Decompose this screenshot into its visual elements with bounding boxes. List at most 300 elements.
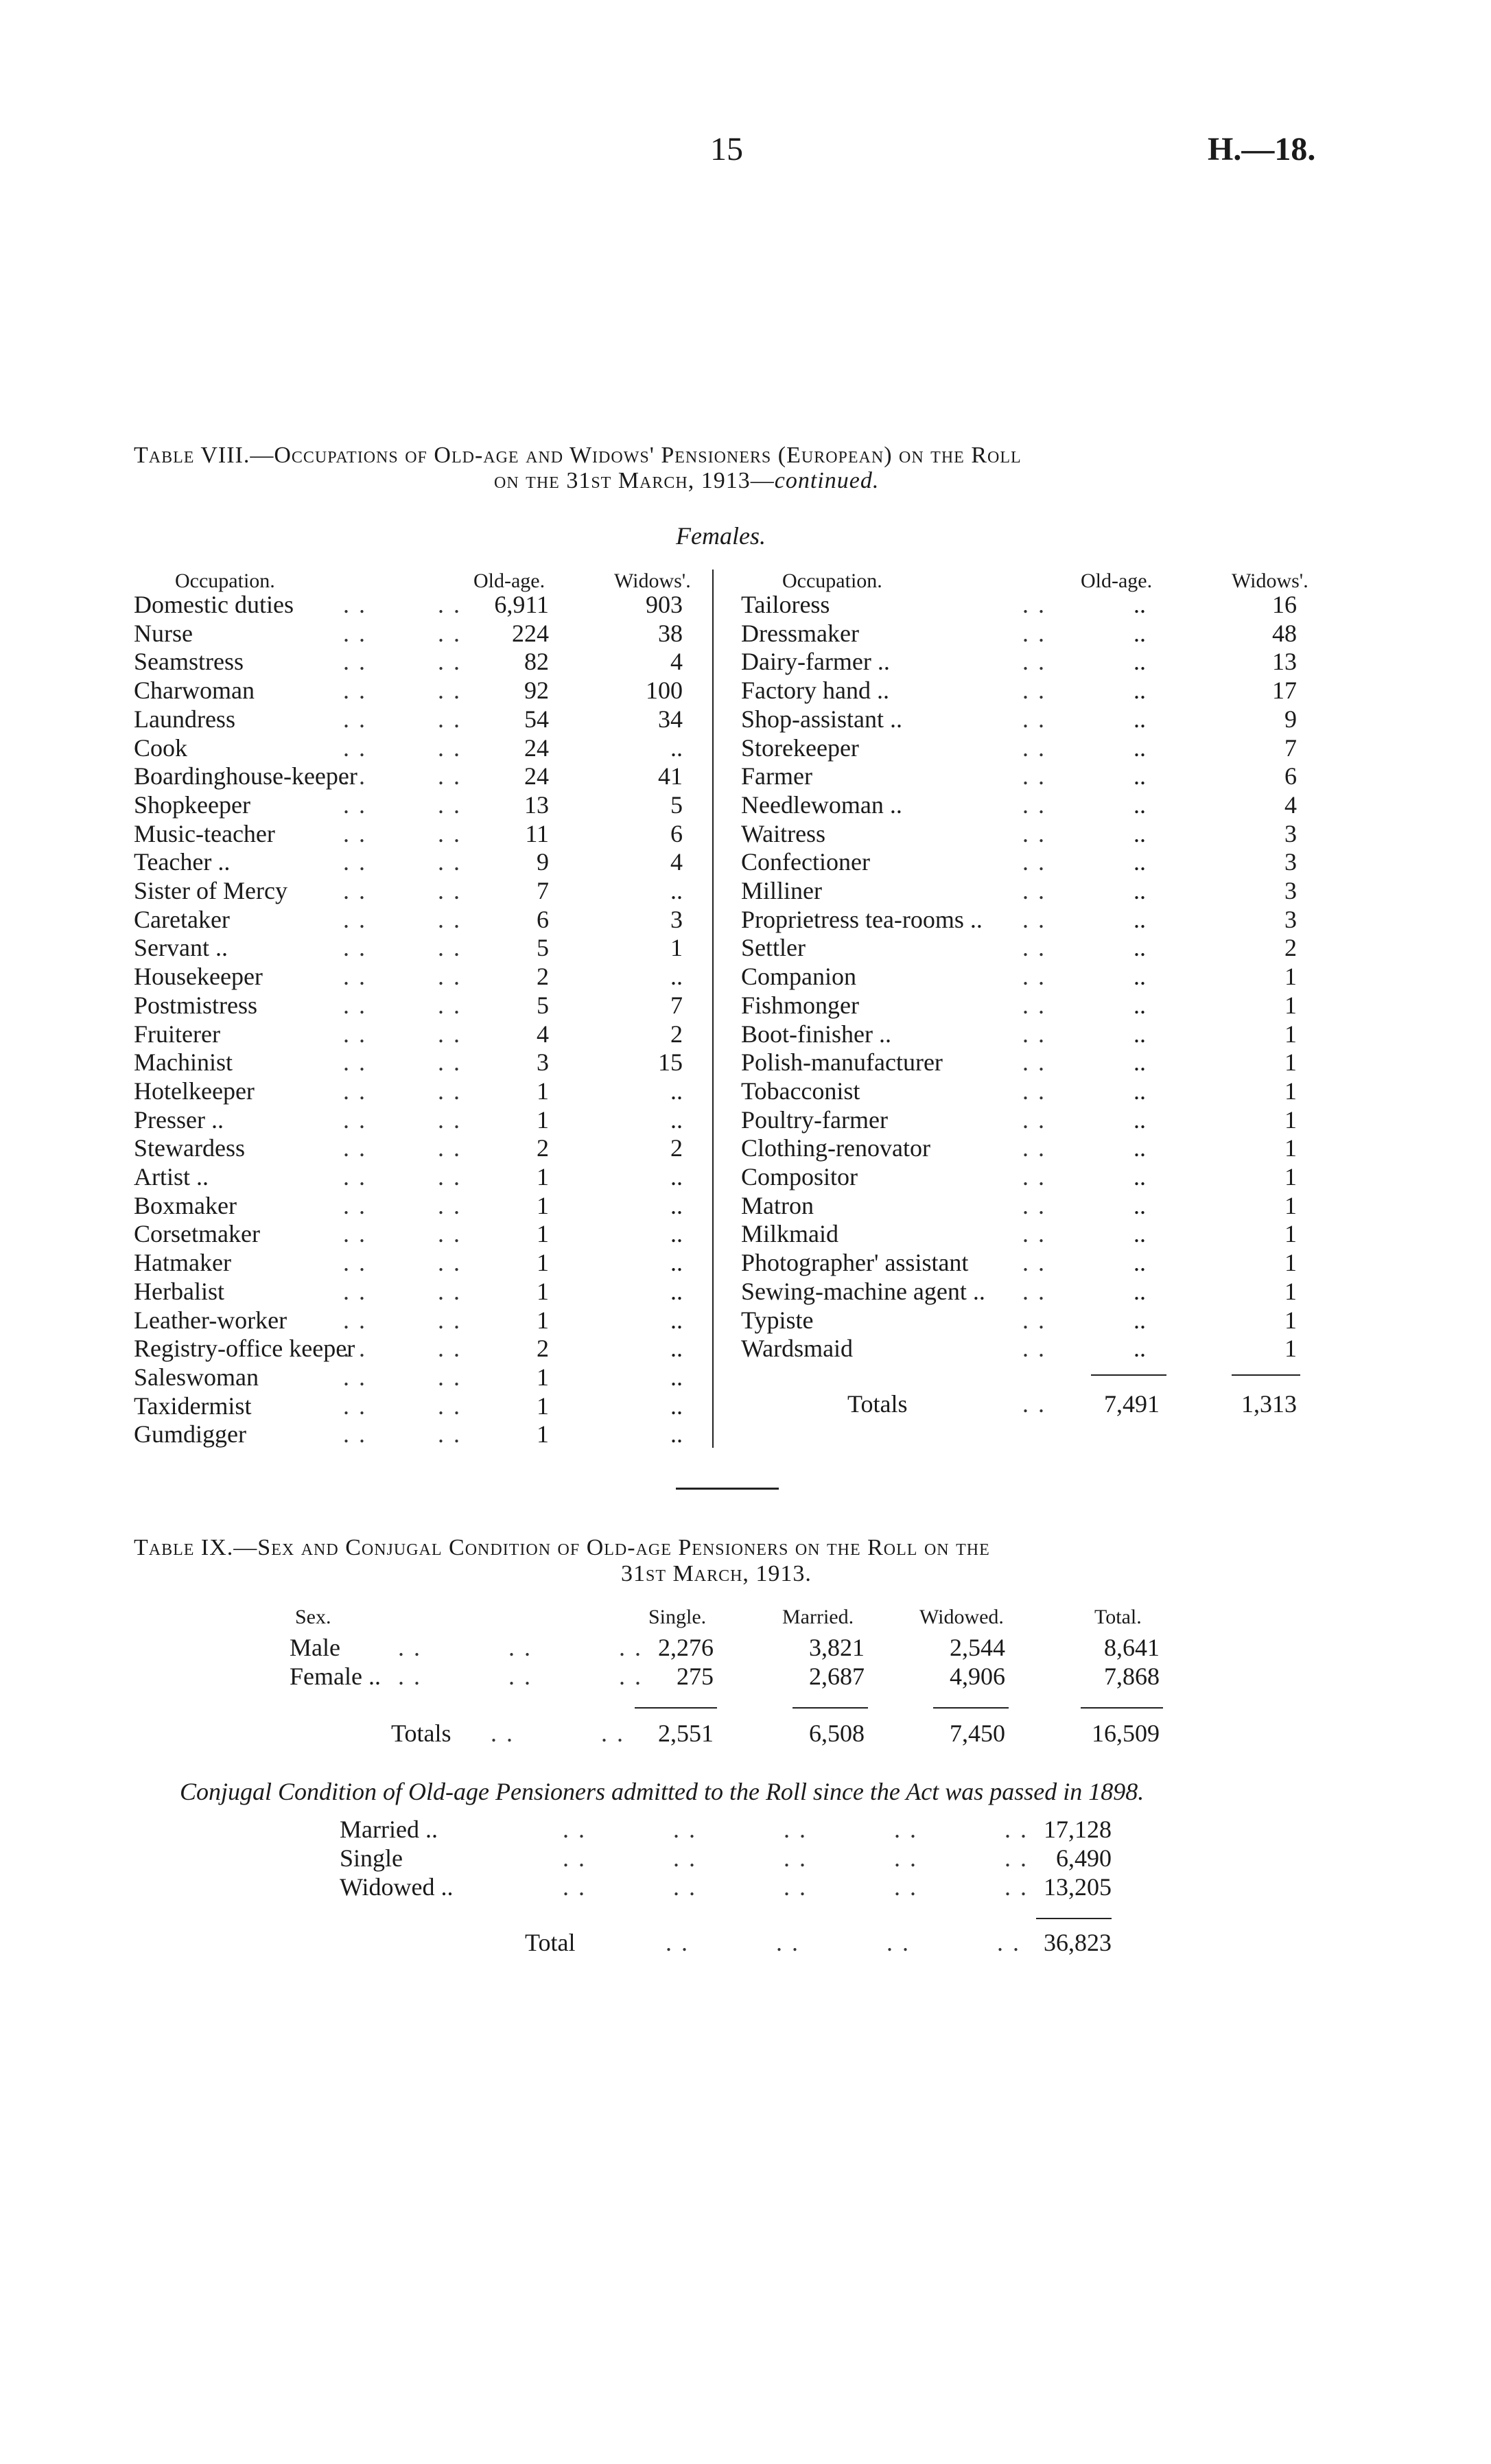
- document-reference: H.—18.: [1208, 131, 1316, 167]
- table8-left-widows: ..: [670, 1392, 683, 1420]
- table8-right-occupation: Dairy-farmer ..: [741, 648, 890, 676]
- table8-left-occupation: Caretaker: [134, 905, 230, 933]
- table8-left-widows: ..: [670, 1420, 683, 1448]
- table8-right-oldage: ..: [1134, 819, 1146, 847]
- table8-left-occupation: Teacher ..: [134, 848, 231, 876]
- table8-left-occupation: Corsetmaker: [134, 1220, 260, 1248]
- table8-left-occupation: Cook: [134, 734, 188, 762]
- table8-right-leader: ..: [1022, 934, 1054, 962]
- table8-left-leader: .. ..: [343, 963, 469, 991]
- table8-right-oldage: ..: [1134, 1134, 1146, 1162]
- table8-left-leader: .. ..: [343, 591, 469, 618]
- table8-left-oldage: 2: [537, 963, 549, 991]
- table8-left-oldage: 1: [537, 1105, 549, 1134]
- table8-left-oldage: 5: [537, 991, 549, 1019]
- table8-right-widows-header: Widows'.: [1232, 570, 1308, 592]
- table8-right-occupation: Milliner: [741, 877, 822, 904]
- table8-left-occupation: Leather-worker: [134, 1306, 287, 1334]
- table8-totals-label: Totals: [847, 1390, 908, 1418]
- table8-left-oldage: 2: [537, 1335, 549, 1363]
- conjugal-leader: .. .. .. .. ..: [563, 1844, 1036, 1872]
- table8-left-oldage: 1: [537, 1420, 549, 1448]
- table8-left-widows: 41: [658, 762, 683, 790]
- table8-right-oldage: ..: [1134, 905, 1146, 933]
- table8-right-oldage: ..: [1134, 1048, 1146, 1077]
- table8-left-leader: .. ..: [343, 1249, 469, 1277]
- table8-right-occupation: Needlewoman ..: [741, 790, 902, 819]
- table8-left-leader: .. ..: [343, 619, 469, 647]
- table8-left-occupation: Herbalist: [134, 1277, 224, 1305]
- table8-right-oldage: ..: [1134, 991, 1146, 1019]
- conjugal-value: 6,490: [1056, 1844, 1112, 1872]
- table8-left-occupation: Boxmaker: [134, 1191, 237, 1219]
- table8-right-row: [0, 905, 1491, 934]
- table8-left-leader: .. ..: [343, 934, 469, 962]
- table8-left-widows: 5: [670, 790, 683, 819]
- table8-left-leader: .. ..: [343, 762, 469, 790]
- table8-left-occupation: Hatmaker: [134, 1249, 231, 1277]
- table9-rule-married: [793, 1707, 868, 1709]
- table8-right-oldage: ..: [1134, 1249, 1146, 1277]
- table8-right-occupation: Polish-manufacturer: [741, 1048, 943, 1077]
- table8-right-occupation: Sewing-machine agent ..: [741, 1277, 985, 1305]
- table8-right-widows: 1: [1284, 1134, 1297, 1162]
- table8-right-row: [0, 1048, 1491, 1077]
- page-number: 15: [710, 131, 743, 167]
- table8-right-leader: ..: [1022, 1335, 1054, 1363]
- table8-left-widows: ..: [670, 734, 683, 762]
- table9-single: 2,276: [658, 1634, 714, 1661]
- table9-widowed: 4,906: [950, 1663, 1005, 1690]
- table8-subtitle: Females.: [676, 522, 766, 550]
- table9-totals-leader: .. ..: [491, 1720, 633, 1747]
- table8-right-widows: 1: [1284, 1077, 1297, 1105]
- table9-sex: Male: [290, 1634, 340, 1661]
- table8-left-occupation: Stewardess: [134, 1134, 245, 1162]
- table8-left-occupation: Seamstress: [134, 648, 244, 676]
- table8-right-widows: 1: [1284, 1105, 1297, 1134]
- table8-left-widows: ..: [670, 1363, 683, 1391]
- table8-right-leader: ..: [1022, 1105, 1054, 1134]
- table8-right-widows: 4: [1284, 790, 1297, 819]
- table9-totals-row: [0, 1719, 1491, 1748]
- table8-totals-row: [0, 1389, 1491, 1418]
- table8-left-oldage: 54: [524, 705, 549, 733]
- conjugal-value: 13,205: [1044, 1873, 1112, 1901]
- table8-right-leader: ..: [1022, 1077, 1054, 1105]
- table8-right-leader: ..: [1022, 677, 1054, 705]
- table8-right-widows: 9: [1284, 705, 1297, 733]
- table8-right-leader: ..: [1022, 591, 1054, 618]
- table8-left-occupation: Fruiterer: [134, 1020, 220, 1048]
- table8-left-widows: 3: [670, 905, 683, 933]
- table8-left-oldage: 1: [537, 1249, 549, 1277]
- table8-left-oldage: 11: [525, 819, 549, 847]
- table8-left-leader: .. ..: [343, 1048, 469, 1077]
- table8-right-oldage: ..: [1134, 1191, 1146, 1219]
- table8-right-row: [0, 933, 1491, 962]
- table8-left-oldage: 1: [537, 1220, 549, 1248]
- table8-title-continued: continued.: [774, 468, 880, 493]
- table8-right-widows: 7: [1284, 734, 1297, 762]
- table8-right-oldage: ..: [1134, 648, 1146, 676]
- table8-right-row: [0, 1191, 1491, 1220]
- table8-left-occupation: Shopkeeper: [134, 790, 250, 819]
- table8-left-occupation: Domestic duties: [134, 591, 294, 618]
- table8-left-oldage: 6,911: [494, 591, 549, 618]
- table8-left-occupation: Saleswoman: [134, 1363, 259, 1391]
- table8-right-row: [0, 705, 1491, 734]
- table8-right-leader: ..: [1022, 1048, 1054, 1077]
- table8-right-row: [0, 1162, 1491, 1191]
- table8-right-widows: 1: [1284, 1163, 1297, 1190]
- table9-single-header: Single.: [648, 1606, 707, 1628]
- table9-leader: .. .. ..: [398, 1663, 650, 1690]
- table8-left-leader: .. ..: [343, 819, 469, 847]
- table8-right-leader: ..: [1022, 790, 1054, 819]
- table8-left-widows: 903: [646, 591, 683, 618]
- table9-row: [0, 1662, 1491, 1691]
- table8-left-leader: .. ..: [343, 1363, 469, 1391]
- table8-left-oldage: 3: [537, 1048, 549, 1077]
- table8-right-occupation: Dressmaker: [741, 619, 859, 647]
- table8-right-occupation: Settler: [741, 934, 806, 962]
- table8-right-occupation: Clothing-renovator: [741, 1134, 930, 1162]
- table8-right-widows: 16: [1272, 591, 1297, 618]
- table8-right-row: [0, 1134, 1491, 1162]
- table8-right-oldage: ..: [1134, 1105, 1146, 1134]
- table9-married: 3,821: [809, 1634, 865, 1661]
- table8-left-oldage: 1: [537, 1163, 549, 1190]
- table8-left-widows: ..: [670, 1306, 683, 1334]
- table8-right-row: [0, 1334, 1491, 1363]
- table9-single: 275: [677, 1663, 714, 1690]
- table8-right-oldage: ..: [1134, 1020, 1146, 1048]
- conjugal-total-leader: .. .. .. ..: [666, 1929, 1029, 1956]
- table8-left-occupation-header: Occupation.: [175, 570, 275, 592]
- table9-total-header: Total.: [1094, 1606, 1142, 1628]
- table8-totals-oldage: 7,491: [1104, 1390, 1160, 1418]
- table8-right-oldage: ..: [1134, 1077, 1146, 1105]
- table8-right-row: [0, 876, 1491, 905]
- table8-right-oldage: ..: [1134, 1163, 1146, 1190]
- table8-title-line2: [494, 468, 879, 494]
- table9-totals-married: 6,508: [809, 1720, 865, 1747]
- table8-right-row: [0, 1248, 1491, 1277]
- table8-right-row: [0, 647, 1491, 676]
- table8-right-widows: 1: [1284, 1220, 1297, 1248]
- table8-left-oldage: 24: [524, 734, 549, 762]
- table8-left-oldage: 24: [524, 762, 549, 790]
- table8-right-occupation: Photographer' assistant: [741, 1249, 969, 1277]
- table8-right-occupation: Waitress: [741, 819, 826, 847]
- table8-left-widows: ..: [670, 1335, 683, 1363]
- table8-left-leader: .. ..: [343, 734, 469, 762]
- conjugal-total-rule: [1036, 1918, 1112, 1919]
- table8-left-occupation: Artist ..: [134, 1163, 209, 1190]
- conjugal-leader: .. .. .. .. ..: [563, 1816, 1036, 1843]
- table8-left-widows: ..: [670, 1249, 683, 1277]
- table8-right-row: [0, 590, 1491, 619]
- table8-right-leader: ..: [1022, 963, 1054, 991]
- table8-left-leader: .. ..: [343, 1335, 469, 1363]
- table8-left-occupation: Boardinghouse-keeper: [134, 762, 357, 790]
- table8-left-leader: .. ..: [343, 1277, 469, 1305]
- table8-right-occupation: Proprietress tea-rooms ..: [741, 905, 983, 933]
- table8-right-leader: ..: [1022, 1191, 1054, 1219]
- table8-right-occupation: Poultry-farmer: [741, 1105, 888, 1134]
- table8-right-leader: ..: [1022, 1020, 1054, 1048]
- table8-right-leader: ..: [1022, 1220, 1054, 1248]
- table8-right-row: [0, 619, 1491, 648]
- table8-right-oldage: ..: [1134, 1277, 1146, 1305]
- table8-right-leader: ..: [1022, 734, 1054, 762]
- table9-title-line1: Table IX.—Sex and Conjugal Condition of Old-age Pensioners on the Roll on the: [134, 1535, 990, 1560]
- table8-left-occupation: Charwoman: [134, 677, 255, 705]
- table8-right-occupation: Storekeeper: [741, 734, 859, 762]
- table8-left-widows-header: Widows'.: [614, 570, 691, 592]
- table8-right-oldage: ..: [1134, 963, 1146, 991]
- table8-left-leader: .. ..: [343, 991, 469, 1019]
- table8-left-widows: 15: [658, 1048, 683, 1077]
- table8-right-leader: ..: [1022, 762, 1054, 790]
- table8-left-leader: .. ..: [343, 1220, 469, 1248]
- conjugal-label: Single: [340, 1844, 403, 1872]
- table9-rule-widowed: [933, 1707, 1009, 1709]
- table8-left-leader: .. ..: [343, 790, 469, 819]
- table8-left-widows: ..: [670, 1277, 683, 1305]
- table8-right-widows: 3: [1284, 819, 1297, 847]
- conjugal-total-row: [0, 1928, 1491, 1957]
- table9-total: 8,641: [1104, 1634, 1160, 1661]
- table8-right-row: [0, 1277, 1491, 1306]
- table8-left-occupation: Music-teacher: [134, 819, 275, 847]
- table8-left-occupation: Registry-office keeper: [134, 1335, 355, 1363]
- table8-title-line1: Table VIII.—Occupations of Old-age and Widows' Pensioners (European) on the Roll: [134, 443, 1022, 468]
- table8-right-leader: ..: [1022, 1306, 1054, 1334]
- table8-right-occupation: Farmer: [741, 762, 812, 790]
- table8-title-date: on the 31st March, 1913—: [494, 468, 775, 493]
- table8-left-leader: .. ..: [343, 1392, 469, 1420]
- table8-right-widows: 48: [1272, 619, 1297, 647]
- table9-totals-single: 2,551: [658, 1720, 714, 1747]
- table8-right-occupation: Typiste: [741, 1306, 814, 1334]
- table8-right-occupation: Compositor: [741, 1163, 858, 1190]
- table9-rule-single: [635, 1707, 717, 1709]
- table8-right-oldage: ..: [1134, 1220, 1146, 1248]
- table8-right-occupation: Confectioner: [741, 848, 870, 876]
- conjugal-caption: Conjugal Condition of Old-age Pensioners admitted to the Roll since the Act was passed in 1898.: [180, 1778, 1144, 1805]
- table8-left-oldage: 7: [537, 877, 549, 904]
- table9-total: 7,868: [1104, 1663, 1160, 1690]
- table8-left-occupation: Machinist: [134, 1048, 233, 1077]
- table8-right-occupation: Tailoress: [741, 591, 830, 618]
- table8-left-widows: ..: [670, 1077, 683, 1105]
- table8-right-occupation: Factory hand ..: [741, 677, 889, 705]
- table8-left-oldage: 1: [537, 1306, 549, 1334]
- conjugal-row: [0, 1844, 1491, 1873]
- table9-totals-widowed: 7,450: [950, 1720, 1005, 1747]
- table8-right-occupation-header: Occupation.: [782, 570, 882, 592]
- conjugal-total-label: Total: [525, 1929, 576, 1956]
- table8-left-widows: 100: [646, 677, 683, 705]
- table8-right-leader: ..: [1022, 619, 1054, 647]
- table8-left-occupation: Servant ..: [134, 934, 228, 962]
- table8-left-widows: 6: [670, 819, 683, 847]
- table8-left-leader: .. ..: [343, 1020, 469, 1048]
- table8-left-widows: 38: [658, 619, 683, 647]
- table8-left-leader: .. ..: [343, 905, 469, 933]
- table8-right-leader: ..: [1022, 819, 1054, 847]
- table8-left-leader: .. ..: [343, 1306, 469, 1334]
- table8-right-widows: 1: [1284, 1277, 1297, 1305]
- conjugal-label: Married ..: [340, 1816, 438, 1843]
- table8-right-row: [0, 1020, 1491, 1048]
- table9-widowed-header: Widowed.: [919, 1606, 1004, 1628]
- table8-totals-rule-widows: [1232, 1374, 1300, 1376]
- table8-right-row: [0, 676, 1491, 705]
- table9-row: [0, 1633, 1491, 1662]
- table8-left-leader: .. ..: [343, 1420, 469, 1448]
- table8-totals-leader: ..: [1022, 1390, 1054, 1418]
- table8-left-oldage: 82: [524, 648, 549, 676]
- table8-left-oldage: 92: [524, 677, 549, 705]
- table8-right-row: [0, 1306, 1491, 1335]
- table8-left-widows: ..: [670, 1191, 683, 1219]
- table8-left-row: [0, 1420, 1491, 1448]
- table8-right-widows: 1: [1284, 1249, 1297, 1277]
- table8-left-leader: .. ..: [343, 648, 469, 676]
- table8-right-occupation: Fishmonger: [741, 991, 860, 1019]
- table8-left-oldage: 1: [537, 1077, 549, 1105]
- table8-right-row: [0, 762, 1491, 790]
- table9-sex: Female ..: [290, 1663, 381, 1690]
- table8-right-widows: 6: [1284, 762, 1297, 790]
- table8-left-widows: 2: [670, 1020, 683, 1048]
- table8-left-widows: 4: [670, 648, 683, 676]
- table8-left-oldage-header: Old-age.: [473, 570, 545, 592]
- table9-title-line2: 31st March, 1913.: [621, 1561, 812, 1586]
- table8-left-oldage: 6: [537, 905, 549, 933]
- table8-right-occupation: Tobacconist: [741, 1077, 860, 1105]
- table8-left-oldage: 13: [524, 790, 549, 819]
- table8-left-oldage: 2: [537, 1134, 549, 1162]
- table9-rule-total: [1081, 1707, 1163, 1709]
- table9-sex-header: Sex.: [295, 1606, 331, 1628]
- table8-right-row: [0, 1105, 1491, 1134]
- table8-right-row: [0, 1219, 1491, 1248]
- table8-right-row: [0, 790, 1491, 819]
- table8-right-leader: ..: [1022, 877, 1054, 904]
- table8-left-widows: ..: [670, 1105, 683, 1134]
- table8-right-oldage: ..: [1134, 677, 1146, 705]
- table8-left-oldage: 4: [537, 1020, 549, 1048]
- table8-left-leader: .. ..: [343, 877, 469, 904]
- table8-right-leader: ..: [1022, 1277, 1054, 1305]
- table8-left-leader: .. ..: [343, 1077, 469, 1105]
- table8-right-oldage: ..: [1134, 762, 1146, 790]
- table8-left-oldage: 5: [537, 934, 549, 962]
- table8-left-oldage: 1: [537, 1191, 549, 1219]
- table8-right-leader: ..: [1022, 648, 1054, 676]
- table8-left-occupation: Presser ..: [134, 1105, 224, 1134]
- table8-left-leader: .. ..: [343, 1191, 469, 1219]
- table8-right-oldage-header: Old-age.: [1081, 570, 1153, 592]
- table8-left-widows: 34: [658, 705, 683, 733]
- table8-left-occupation: Laundress: [134, 705, 235, 733]
- table8-right-row: [0, 847, 1491, 876]
- table8-left-widows: ..: [670, 1163, 683, 1190]
- table8-right-leader: ..: [1022, 1249, 1054, 1277]
- table8-right-widows: 3: [1284, 848, 1297, 876]
- table8-right-widows: 1: [1284, 1191, 1297, 1219]
- table8-totals-widows: 1,313: [1241, 1390, 1297, 1418]
- table8-right-row: [0, 1077, 1491, 1105]
- table9-widowed: 2,544: [950, 1634, 1005, 1661]
- conjugal-row: [0, 1815, 1491, 1844]
- section-separator: [676, 1488, 779, 1490]
- table8-right-widows: 1: [1284, 991, 1297, 1019]
- table8-right-row: [0, 962, 1491, 991]
- table8-left-leader: .. ..: [343, 848, 469, 876]
- table8-left-occupation: Housekeeper: [134, 963, 263, 991]
- table8-left-oldage: 9: [537, 848, 549, 876]
- table8-left-oldage: 1: [537, 1392, 549, 1420]
- conjugal-total-value: 36,823: [1044, 1929, 1112, 1956]
- table8-right-widows: 3: [1284, 905, 1297, 933]
- table9-leader: .. .. ..: [398, 1634, 650, 1661]
- table8-right-widows: 17: [1272, 677, 1297, 705]
- conjugal-label: Widowed ..: [340, 1873, 454, 1901]
- table8-left-widows: ..: [670, 877, 683, 904]
- table8-right-widows: 1: [1284, 963, 1297, 991]
- table8-left-occupation: Nurse: [134, 619, 193, 647]
- table8-left-widows: 1: [670, 934, 683, 962]
- table8-right-widows: 1: [1284, 1048, 1297, 1077]
- table8-right-widows: 3: [1284, 877, 1297, 904]
- table8-right-oldage: ..: [1134, 877, 1146, 904]
- table9-married-header: Married.: [782, 1606, 854, 1628]
- table8-left-leader: .. ..: [343, 1163, 469, 1190]
- table8-right-oldage: ..: [1134, 934, 1146, 962]
- table8-right-leader: ..: [1022, 705, 1054, 733]
- table9-totals-label: Totals: [391, 1720, 451, 1747]
- table8-right-oldage: ..: [1134, 848, 1146, 876]
- table8-right-leader: ..: [1022, 1134, 1054, 1162]
- table8-left-widows: ..: [670, 1220, 683, 1248]
- table8-right-oldage: ..: [1134, 790, 1146, 819]
- table9-totals-total: 16,509: [1092, 1720, 1160, 1747]
- table8-left-occupation: Sister of Mercy: [134, 877, 287, 904]
- table8-right-widows: 2: [1284, 934, 1297, 962]
- table8-left-widows: 2: [670, 1134, 683, 1162]
- table8-left-leader: .. ..: [343, 705, 469, 733]
- conjugal-value: 17,128: [1044, 1816, 1112, 1843]
- table8-right-occupation: Matron: [741, 1191, 814, 1219]
- table8-right-occupation: Wardsmaid: [741, 1335, 854, 1363]
- table8-left-occupation: Hotelkeeper: [134, 1077, 255, 1105]
- table8-right-oldage: ..: [1134, 1306, 1146, 1334]
- table8-right-widows: 13: [1272, 648, 1297, 676]
- table8-right-oldage: ..: [1134, 1335, 1146, 1363]
- table8-right-leader: ..: [1022, 991, 1054, 1019]
- table8-right-row: [0, 819, 1491, 848]
- table8-left-leader: .. ..: [343, 1105, 469, 1134]
- table8-left-oldage: 1: [537, 1277, 549, 1305]
- table8-right-row: [0, 991, 1491, 1020]
- table8-left-occupation: Gumdigger: [134, 1420, 246, 1448]
- table8-right-widows: 1: [1284, 1335, 1297, 1363]
